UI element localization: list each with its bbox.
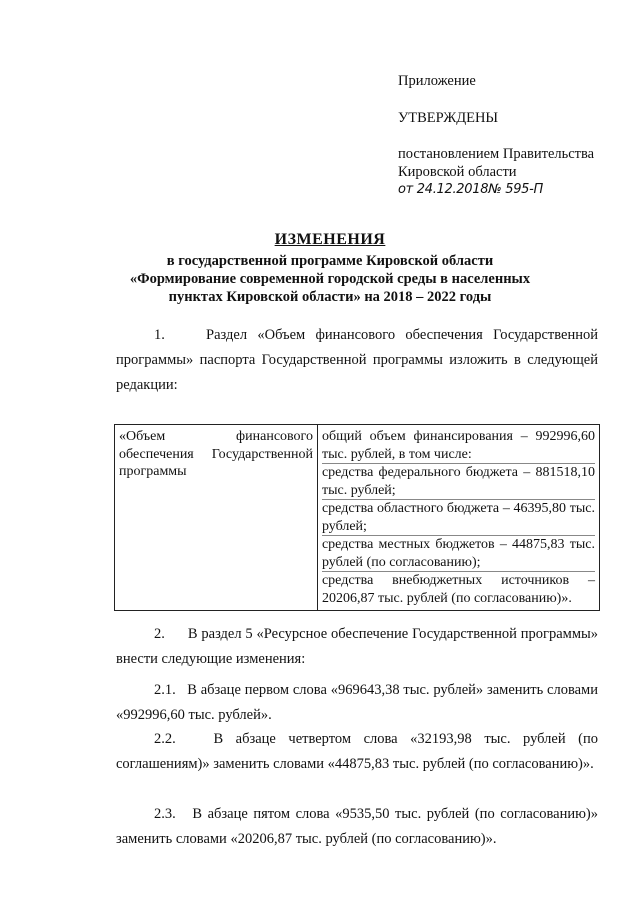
paragraph-2-3 — [116, 802, 598, 852]
paragraph-2-2 — [116, 727, 598, 777]
paragraph-2-3-text: В абзаце пятом слова «9535,50 тыс. рублей (по согласованию)» заменить словами «20206,87 тыс. рублей (по согласованию)». — [116, 806, 599, 847]
paragraph-1-number: 1. — [154, 327, 165, 343]
title-main: ИЗМЕНЕНИЯ — [274, 231, 386, 248]
paragraph-2-1-text: В абзаце первом слова «969643,38 тыс. рублей» заменить словами «992996,60 тыс. рублей». — [116, 682, 598, 723]
decree-line-1: постановлением Правительства — [398, 146, 595, 162]
paragraph-2 — [116, 622, 598, 672]
table-item-local: средства местных бюджетов – 44875,83 тыс. рублей (по согласованию); — [322, 536, 595, 572]
title-line-3: пунктах Кировской области» на 2018 – 2022 годы — [168, 289, 492, 305]
table-item-extrabudgetary: средства внебюджетных источников – 20206,87 тыс. рублей (по согласованию)». — [321, 573, 595, 606]
decree-line-2: Кировской области — [398, 164, 517, 180]
table-item-federal: средства федерального бюджета – 881518,10 тыс. рублей; — [322, 464, 595, 500]
table-cell-right — [317, 425, 599, 611]
table-item-total: общий объем финансирования – 992996,60 тыс. рублей, в том числе: — [322, 428, 595, 464]
table-cell-left: «Объем финансового обеспечения Государственной программы — [115, 425, 318, 611]
paragraph-2-1 — [116, 678, 598, 728]
paragraph-2-2-number: 2.2. — [154, 731, 176, 747]
appendix-label: Приложение — [398, 73, 476, 89]
approved-label: УТВЕРЖДЕНЫ — [398, 110, 499, 126]
paragraph-1 — [116, 323, 598, 398]
paragraph-2-3-number: 2.3. — [154, 806, 176, 822]
financing-table — [114, 424, 600, 611]
paragraph-1-text: Раздел «Объем финансового обеспечения Государственной программы» паспорта Государственной программы изложить в следующей редакции: — [116, 327, 598, 393]
document-title — [110, 231, 550, 306]
table-item-regional: средства областного бюджета – 46395,80 тыс. рублей; — [322, 500, 595, 536]
title-line-2: «Формирование современной городской среды в населенных — [129, 271, 531, 287]
title-line-1: в государственной программе Кировской области — [166, 253, 494, 269]
paragraph-2-2-text: В абзаце четвертом слова «32193,98 тыс. рублей (по соглашениям)» заменить словами «44875,83 тыс. рублей (по согласованию)». — [116, 731, 598, 772]
paragraph-2-number: 2. — [154, 626, 165, 642]
paragraph-2-text: В раздел 5 «Ресурсное обеспечение Государственной программы» внести следующие изменения: — [116, 626, 598, 667]
table-row — [115, 425, 600, 611]
approval-block — [398, 72, 618, 199]
decree-date-number: от 24.12.2018№ 595-П — [398, 182, 544, 197]
paragraph-2-1-number: 2.1. — [154, 682, 176, 698]
